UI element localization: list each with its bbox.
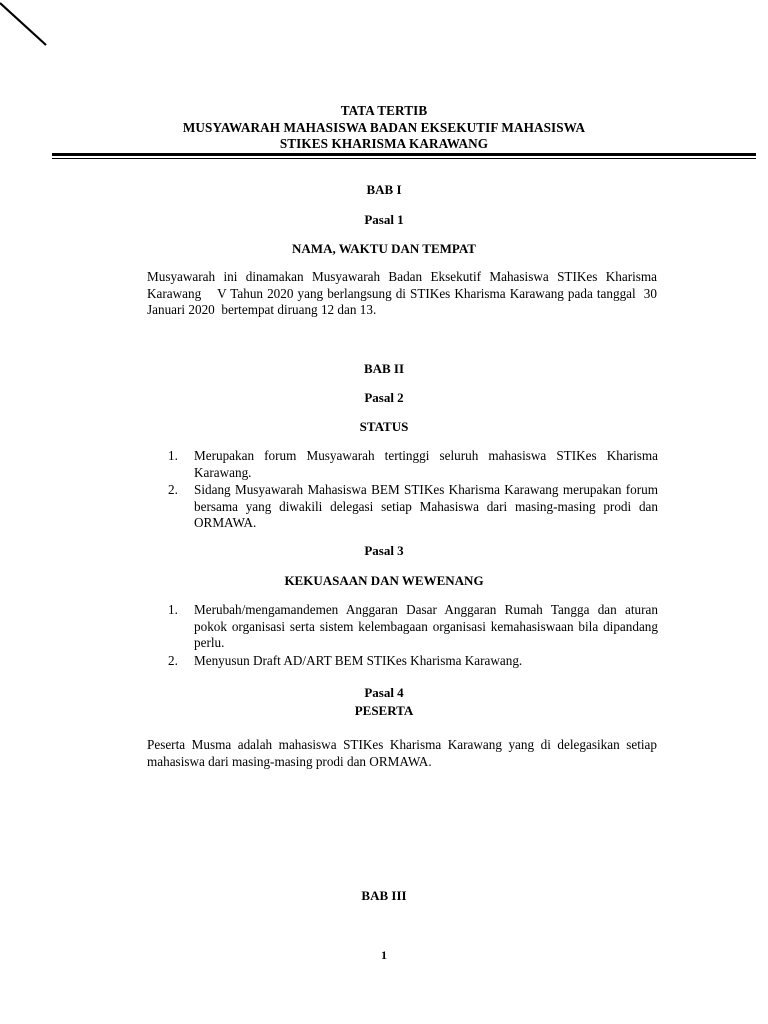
header-subtitle: MUSYAWARAH MAHASISWA BADAN EKSEKUTIF MAHASISWA	[182, 119, 586, 135]
pasal2-heading: Pasal 2	[364, 390, 404, 405]
pasal1-title: NAMA, WAKTU DAN TEMPAT	[292, 241, 476, 256]
list-item	[168, 602, 658, 652]
pasal1-heading: Pasal 1	[364, 212, 404, 227]
list-number: 1.	[168, 448, 178, 463]
list-item	[168, 482, 658, 532]
pasal3-heading: Pasal 3	[364, 543, 404, 558]
list-item	[168, 448, 658, 481]
list-number: 2.	[168, 652, 178, 668]
pasal2-title: STATUS	[359, 419, 409, 434]
pasal2-list	[168, 448, 658, 532]
corner-crop-mark	[0, 0, 60, 60]
list-item	[168, 653, 658, 670]
list-item-text: Menyusun Draft AD/ART BEM STIKes Kharisma Karawang.	[194, 652, 523, 668]
header-title: TATA TERTIB	[340, 103, 428, 118]
header-rule-thin	[52, 158, 756, 159]
list-number: 1.	[168, 602, 178, 617]
list-item-text: Merubah/mengamandemen Anggaran Dasar Anggaran Rumah Tangga dan aturan pokok organisasi serta sistem kelembagaan organisasi kemahasiswaan bila dipandang perlu.	[194, 602, 658, 651]
page-number: 1	[381, 948, 387, 962]
pasal1-paragraph: Musyawarah ini dinamakan Musyawarah Badan Eksekutif Mahasiswa STIKes Kharisma Karawang V Tahun 2020 yang berlangsung di STIKes Kharisma Karawang pada tanggal 30 Januari 2020 bertempat diruang 12 dan 13.	[147, 269, 661, 318]
list-item-text: Merupakan forum Musyawarah tertinggi seluruh mahasiswa STIKes Kharisma Karawang.	[194, 448, 658, 480]
pasal4-title: PESERTA	[354, 703, 414, 718]
document-header	[0, 103, 768, 153]
pasal3-title: KEKUASAAN DAN WEWENANG	[284, 573, 484, 588]
pasal3-list	[168, 602, 658, 669]
bab2-heading: BAB II	[363, 361, 405, 376]
pasal4-paragraph: Peserta Musma adalah mahasiswa STIKes Kharisma Karawang yang di delegasikan setiap mahasiswa dari masing-masing prodi dan ORMAWA.	[147, 737, 657, 769]
bab1-heading: BAB I	[366, 182, 402, 197]
header-institution: STIKES KHARISMA KARAWANG	[279, 136, 489, 151]
header-rule-thick	[52, 153, 756, 156]
list-number: 2.	[168, 482, 178, 498]
list-item-text: Sidang Musyawarah Mahasiswa BEM STIKes Kharisma Karawang merupakan forum bersama yang diwakili delegasi setiap Mahasiswa dari masing-masing prodi dan ORMAWA.	[194, 482, 658, 531]
bab3-heading: BAB III	[361, 888, 407, 903]
pasal4-heading: Pasal 4	[364, 685, 404, 700]
